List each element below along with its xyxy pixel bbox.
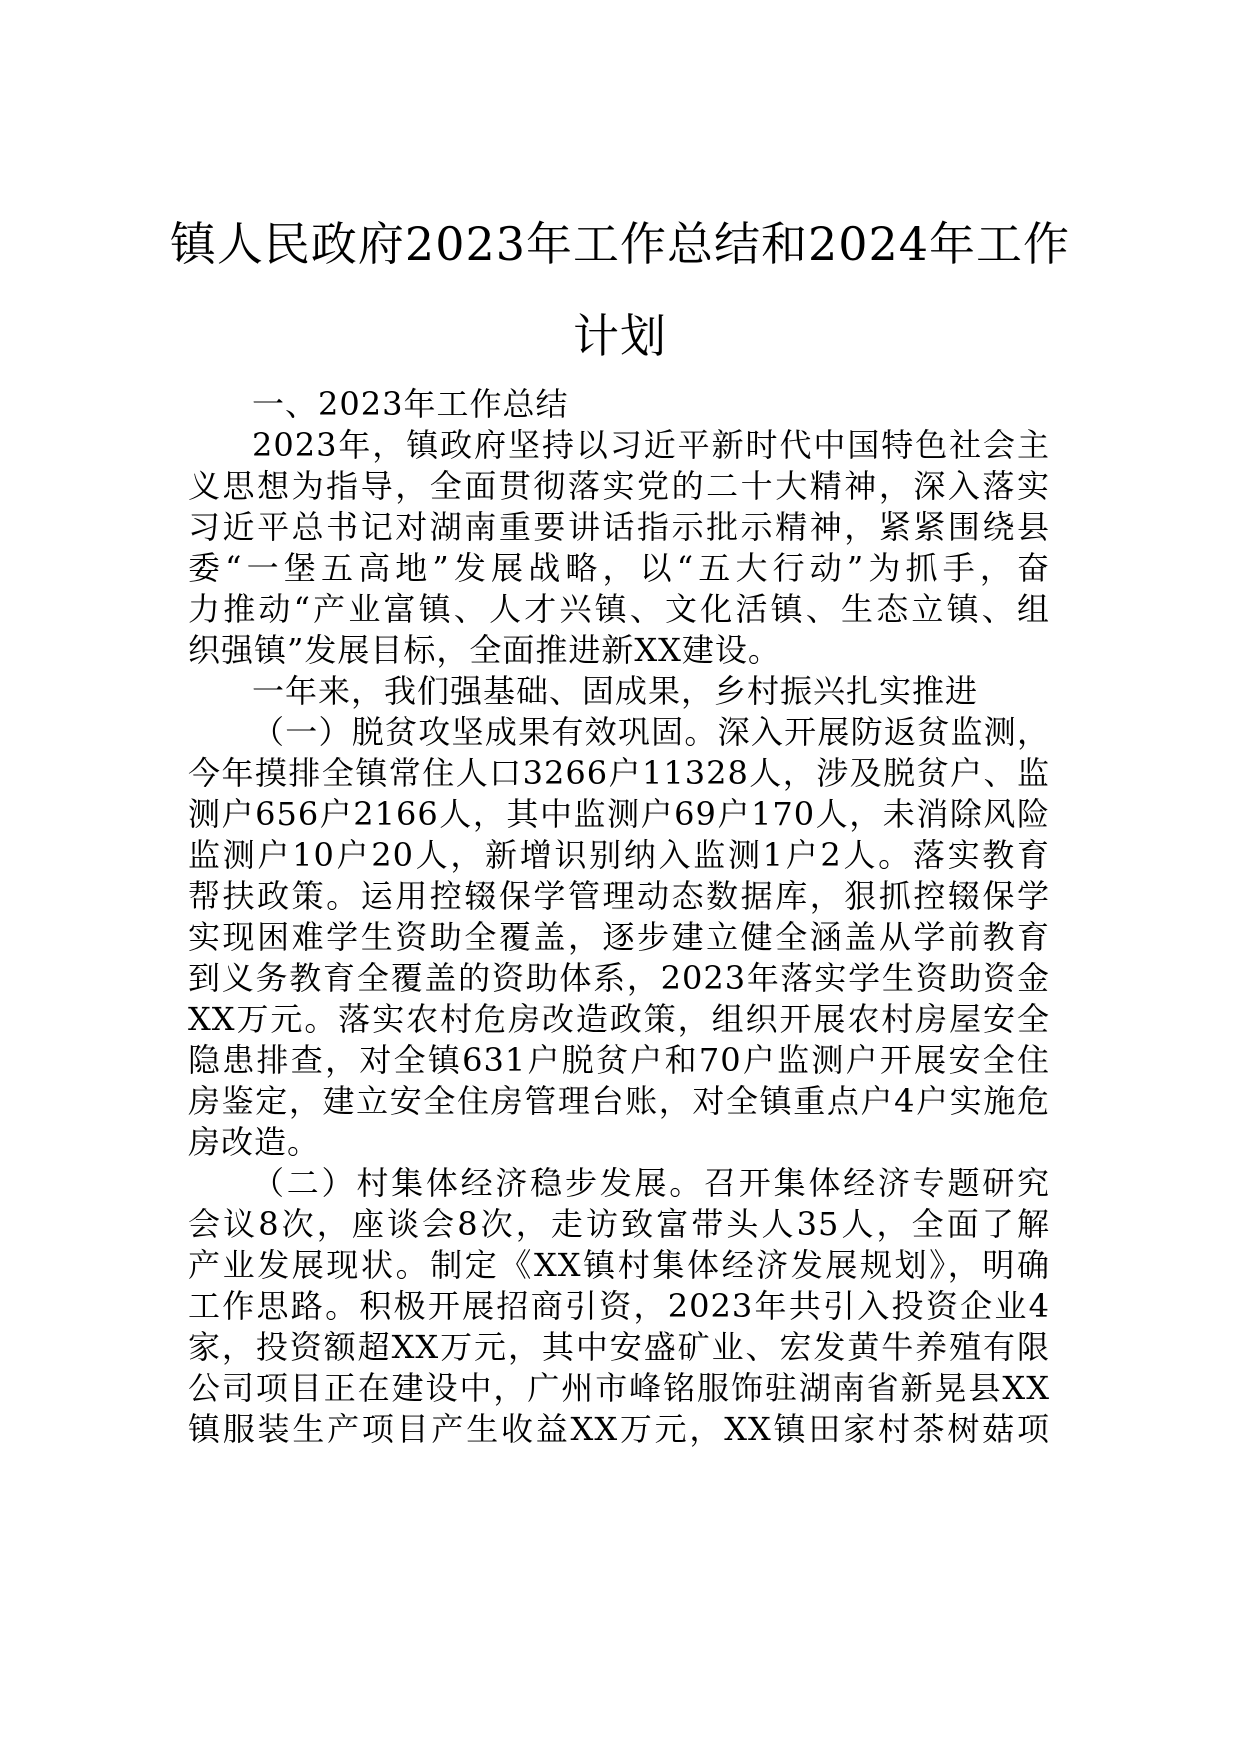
paragraph-line: 产业发展现状。制定《XX镇村集体经济发展规划》，明确 [188, 1246, 1050, 1284]
paragraph-line: 监测户10户20人，新增识别纳入监测1户2人。落实教育 [188, 836, 1050, 874]
paragraph-line: 一年来，我们强基础、固成果，乡村振兴扎实推进 [252, 672, 979, 710]
paragraph-line: 隐患排查，对全镇631户脱贫户和70户监测户开展安全住 [188, 1041, 1050, 1079]
paragraph-line: 义思想为指导，全面贯彻落实党的二十大精神，深入落实 [188, 467, 1050, 505]
paragraph-line: 织强镇”发展目标，全面推进新XX建设。 [188, 631, 781, 669]
paragraph-line: 今年摸排全镇常住人口3266户11328人，涉及脱贫户、监 [188, 754, 1050, 792]
paragraph-line: 力推动“产业富镇、人才兴镇、文化活镇、生态立镇、组 [188, 590, 1050, 628]
subsection-heading: （一）脱贫攻坚成果有效巩固。深入开展防返贫监测， [252, 713, 1050, 751]
paragraph-line: 委“一堡五高地”发展战略，以“五大行动”为抓手，奋 [188, 549, 1050, 587]
paragraph-line: 家，投资额超XX万元，其中安盛矿业、宏发黄牛养殖有限 [188, 1328, 1050, 1366]
paragraph-line: 习近平总书记对湖南重要讲话指示批示精神，紧紧围绕县 [188, 508, 1050, 546]
paragraph-line: 到义务教育全覆盖的资助体系，2023年落实学生资助资金 [188, 959, 1050, 997]
paragraph-line: 测户656户2166人，其中监测户69户170人，未消除风险 [188, 795, 1050, 833]
paragraph-line: 实现困难学生资助全覆盖，逐步建立健全涵盖从学前教育 [188, 918, 1050, 956]
paragraph-line: 房鉴定，建立安全住房管理台账，对全镇重点户4户实施危 [188, 1082, 1050, 1120]
paragraph-line: 会议8次，座谈会8次，走访致富带头人35人，全面了解 [188, 1205, 1050, 1243]
paragraph-line: 公司项目正在建设中，广州市峰铭服饰驻湖南省新晃县XX [188, 1369, 1050, 1407]
subsection-heading: （二）村集体经济稳步发展。召开集体经济专题研究 [252, 1164, 1050, 1202]
paragraph-line: 镇服装生产项目产生收益XX万元，XX镇田家村茶树菇项 [188, 1410, 1050, 1448]
document-title-line-2: 计划 [573, 309, 667, 363]
section-heading: 一、2023年工作总结 [252, 385, 569, 423]
paragraph-line: XX万元。落实农村危房改造政策，组织开展农村房屋安全 [188, 1000, 1050, 1038]
paragraph-line: 房改造。 [188, 1123, 321, 1161]
paragraph-line: 帮扶政策。运用控辍保学管理动态数据库，狠抓控辍保学 [188, 877, 1050, 915]
paragraph-line: 2023年，镇政府坚持以习近平新时代中国特色社会主 [252, 426, 1050, 464]
document-title-line-1: 镇人民政府2023年工作总结和2024年工作 [169, 217, 1071, 271]
paragraph-line: 工作思路。积极开展招商引资，2023年共引入投资企业4 [188, 1287, 1050, 1325]
